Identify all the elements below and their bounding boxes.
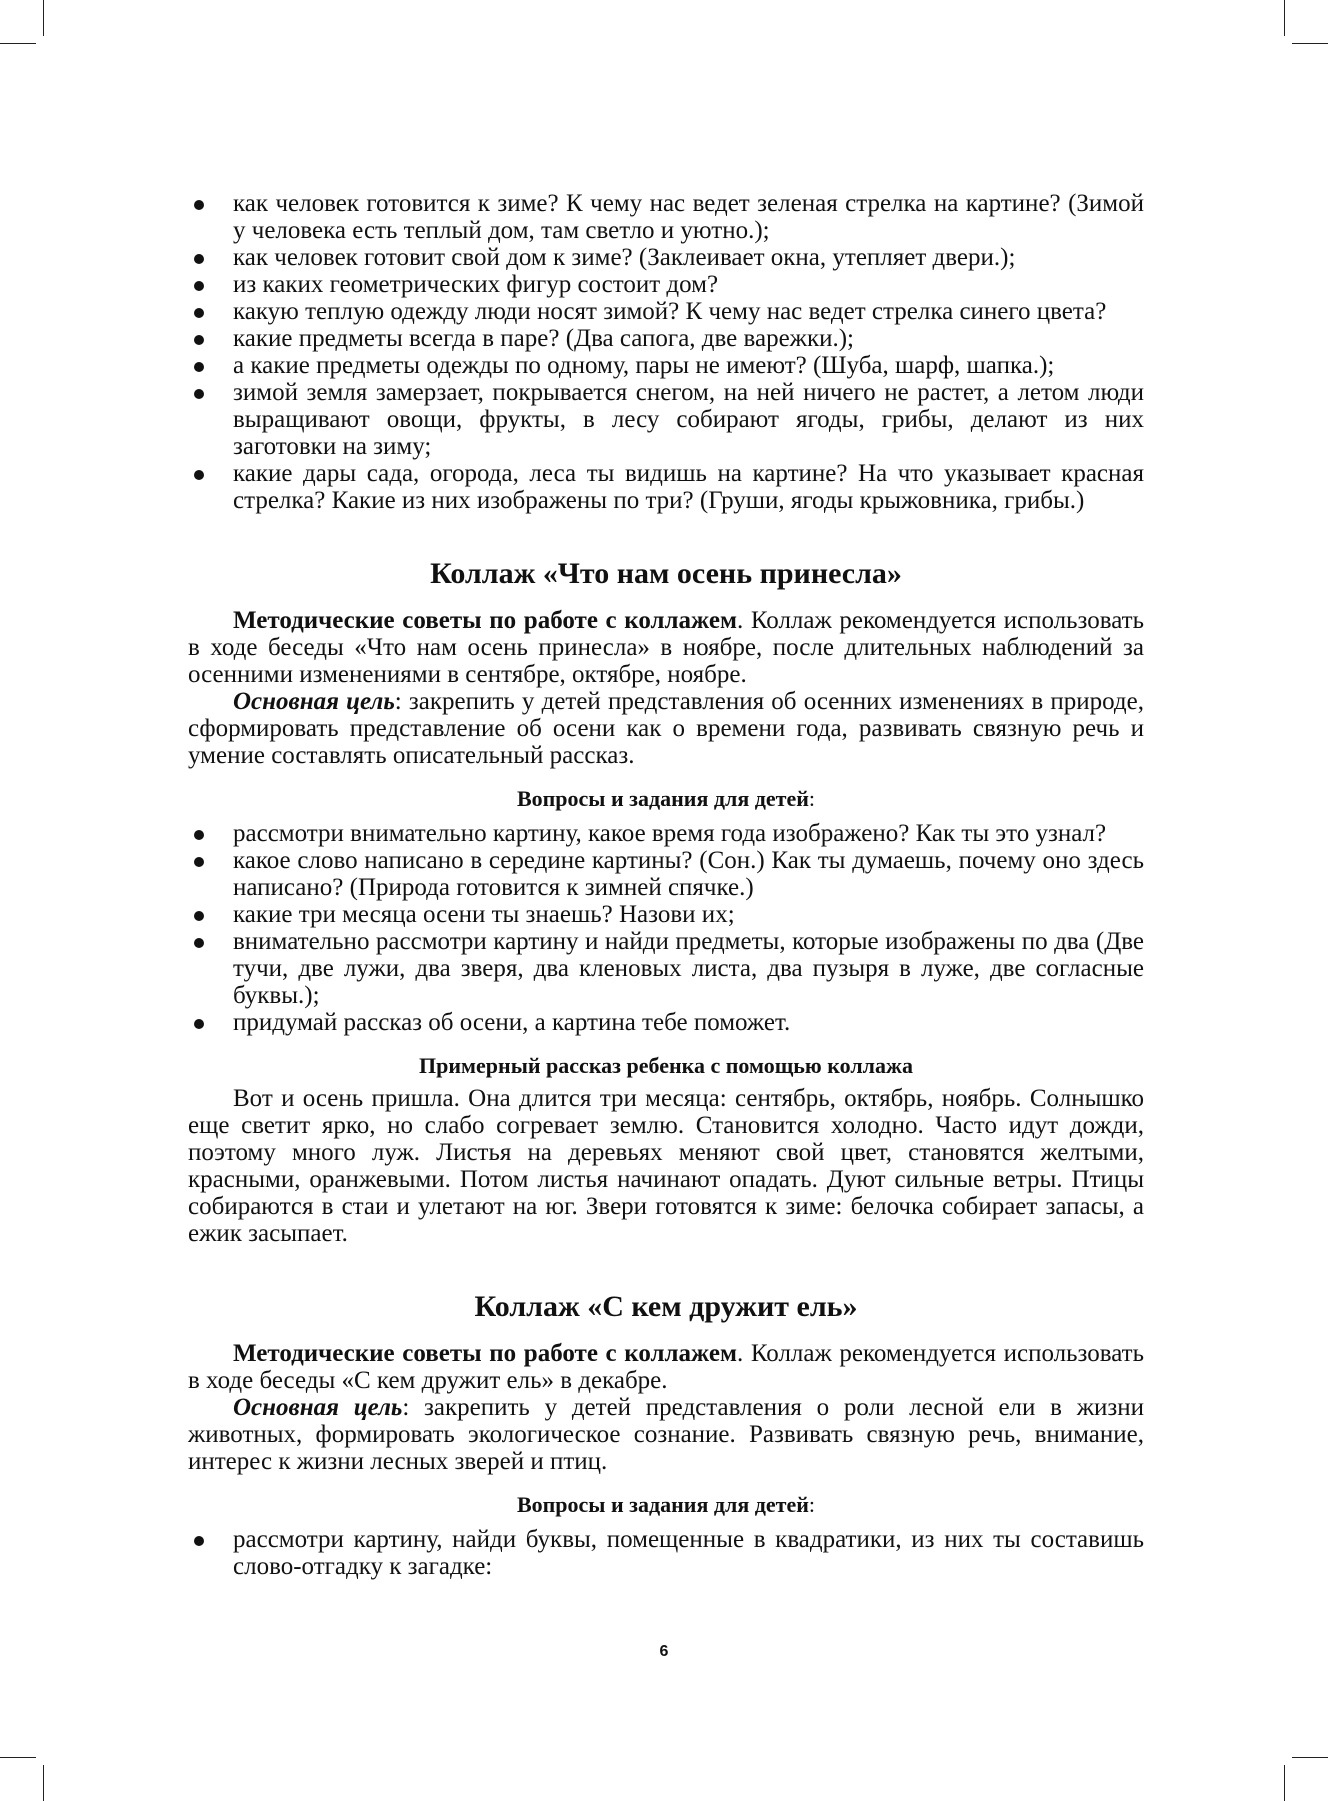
list-item: какие предметы всегда в паре? (Два сапога, две варежки.); bbox=[188, 325, 1144, 352]
questions-heading: Вопросы и задания для детей: bbox=[516, 1492, 816, 1517]
crop-mark bbox=[1284, 1765, 1285, 1801]
method-text: . Коллаж рекомендуется использовать в ходе беседы «С кем дружит ель» в декабре. bbox=[188, 1340, 1145, 1394]
list-item: а какие предметы одежды по одному, пары не имеют? (Шуба, шарф, шапка.); bbox=[188, 352, 1144, 379]
list-item: внимательно рассмотри картину и найди предметы, которые изображены по два (Две тучи, две лужи, два зверя, два кленовых листа, два пузыря в луже, две согласные буквы.); bbox=[188, 928, 1144, 1009]
list-item: какое слово написано в середине картины? (Сон.) Как ты думаешь, почему оно здесь написано? (Природа готовится к зимней спячке.) bbox=[188, 847, 1144, 901]
bullet-icon bbox=[194, 911, 204, 921]
story-heading: Примерный рассказ ребенка с помощью коллажа bbox=[419, 1053, 913, 1078]
bullet-icon bbox=[194, 938, 204, 948]
list-item: как человек готовится к зиме? К чему нас ведет зеленая стрелка на картине? (Зимой у человека есть теплый дом, там светло и уютно.); bbox=[188, 190, 1144, 244]
crop-mark bbox=[1292, 43, 1328, 44]
crop-mark bbox=[43, 0, 44, 36]
crop-mark bbox=[43, 1765, 44, 1801]
page-number: 6 bbox=[659, 1643, 669, 1660]
crop-mark bbox=[0, 1757, 36, 1758]
goal-paragraph bbox=[188, 688, 1144, 769]
list-item: рассмотри картину, найди буквы, помещенные в квадратики, из них ты составишь слово-отгадку к загадке: bbox=[188, 1526, 1144, 1580]
bullet-icon bbox=[194, 830, 204, 840]
goal-lead: Основная цель bbox=[233, 1394, 403, 1421]
list-item: зимой земля замерзает, покрывается снегом, на ней ничего не растет, а летом люди выращивают овощи, фрукты, в лесу собирают ягоды, грибы, делают из них заготовки на зиму; bbox=[188, 379, 1144, 460]
page-content bbox=[188, 190, 1144, 1580]
list-item: как человек готовит свой дом к зиме? (Заклеивает окна, утепляет двери.); bbox=[188, 244, 1144, 271]
intro-question-list bbox=[188, 190, 1144, 514]
spruce-question-list bbox=[188, 1526, 1144, 1580]
method-paragraph bbox=[188, 607, 1144, 688]
bullet-icon bbox=[194, 470, 204, 480]
bullet-icon bbox=[194, 254, 204, 264]
method-lead: Методические советы по работе с коллажем bbox=[233, 607, 737, 634]
goal-paragraph bbox=[188, 1394, 1144, 1475]
method-paragraph bbox=[188, 1340, 1144, 1394]
questions-heading: Вопросы и задания для детей: bbox=[516, 786, 816, 811]
section-title-autumn: Коллаж «Что нам осень принесла» bbox=[430, 557, 902, 590]
list-item: какие три месяца осени ты знаешь? Назови их; bbox=[188, 901, 1144, 928]
list-item: из каких геометрических фигур состоит дом? bbox=[188, 271, 1144, 298]
autumn-question-list bbox=[188, 820, 1144, 1036]
crop-mark bbox=[1284, 0, 1285, 36]
bullet-icon bbox=[194, 362, 204, 372]
bullet-icon bbox=[194, 389, 204, 399]
story-paragraph: Вот и осень пришла. Она длится три месяца: сентябрь, октябрь, ноябрь. Солнышко еще светит ярко, но слабо согревает землю. Становится холодно. Часто идут дожди, поэтому много луж. Листья на деревьях меняют свой цвет, становятся желтыми, красными, оранжевыми. Потом листья начинают опадать. Дуют сильные ветры. Птицы собираются в стаи и улетают на юг. Звери готовятся к зиме: белочка собирает запасы, а ежик засыпает. bbox=[188, 1085, 1144, 1247]
bullet-icon bbox=[194, 335, 204, 345]
list-item: рассмотри внимательно картину, какое время года изображено? Как ты это узнал? bbox=[188, 820, 1144, 847]
goal-text: : закрепить у детей представления о роли лесной ели в жизни животных, формировать экологическое сознание. Развивать связную речь, внимание, интерес к жизни лесных зверей и птиц. bbox=[188, 1394, 1144, 1475]
bullet-icon bbox=[194, 857, 204, 867]
bullet-icon bbox=[194, 308, 204, 318]
list-item: какую теплую одежду люди носят зимой? К чему нас ведет стрелка синего цвета? bbox=[188, 298, 1144, 325]
crop-mark bbox=[1292, 1757, 1328, 1758]
method-lead: Методические советы по работе с коллажем bbox=[233, 1340, 737, 1367]
bullet-icon bbox=[194, 281, 204, 291]
section-title-spruce: Коллаж «С кем дружит ель» bbox=[474, 1290, 858, 1323]
method-text: . Коллаж рекомендуется использовать в ходе беседы «Что нам осень принесла» в ноябре, после длительных наблюдений за осенними изменениями в сентябре, октябре, ноябре. bbox=[188, 607, 1145, 688]
bullet-icon bbox=[194, 1019, 204, 1029]
list-item: придумай рассказ об осени, а картина тебе поможет. bbox=[188, 1009, 1144, 1036]
crop-mark bbox=[0, 43, 36, 44]
goal-lead: Основная цель bbox=[233, 688, 395, 715]
list-item: какие дары сада, огорода, леса ты видишь на картине? На что указывает красная стрелка? Какие из них изображены по три? (Груши, ягоды крыжовника, грибы.) bbox=[188, 460, 1144, 514]
bullet-icon bbox=[194, 200, 204, 210]
goal-text: : закрепить у детей представления об осенних изменениях в природе, сформировать представление об осени как о времени года, развивать связную речь и умение составлять описательный рассказ. bbox=[188, 688, 1144, 769]
bullet-icon bbox=[194, 1536, 204, 1546]
